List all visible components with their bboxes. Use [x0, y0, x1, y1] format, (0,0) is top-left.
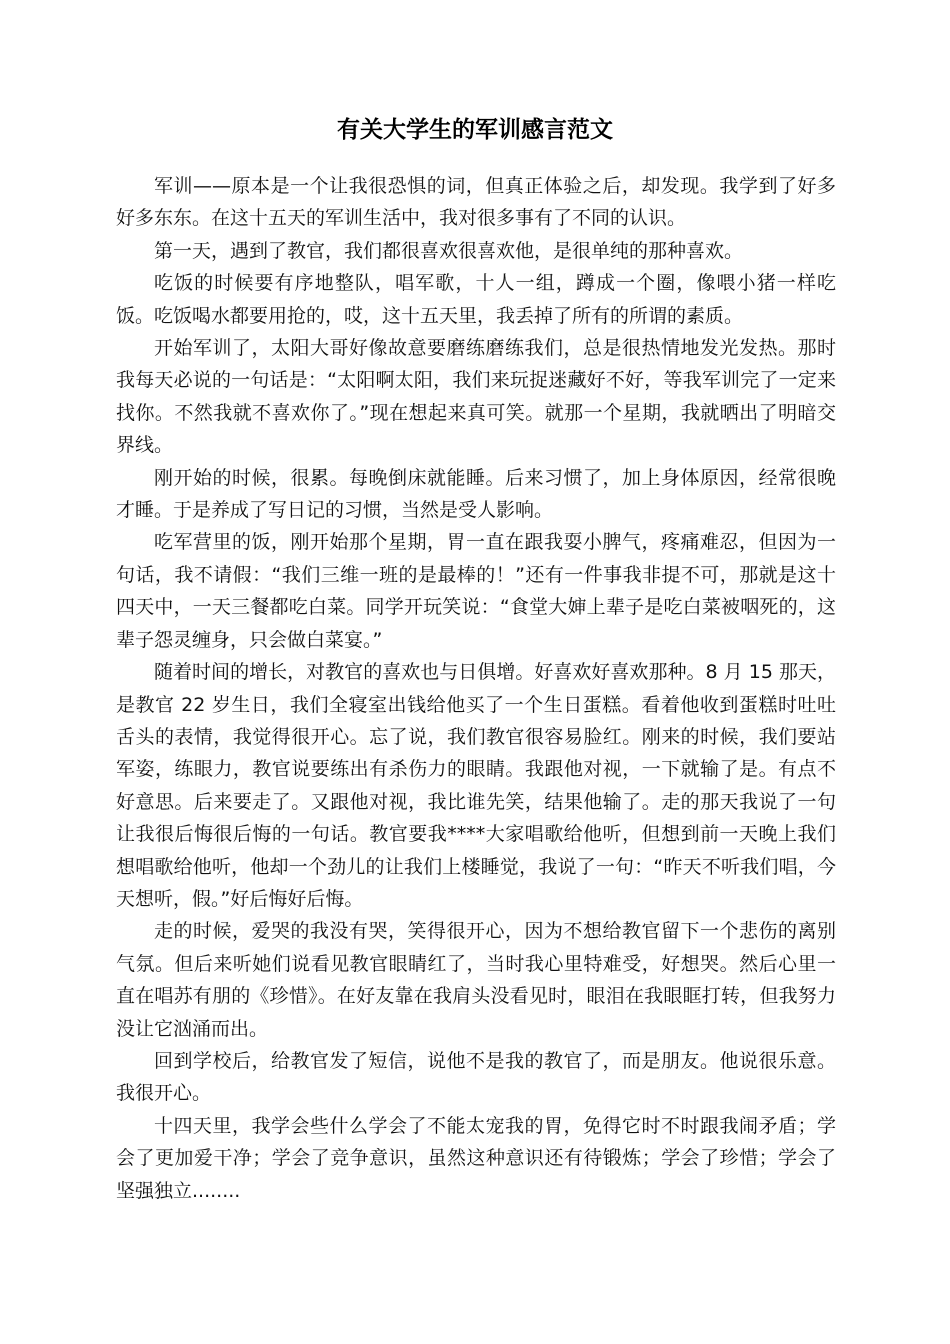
paragraph-8: 走的时候，爱哭的我没有哭，笑得很开心，因为不想给教官留下一个悲伤的离别气氛。但后来听她们说看见教官眼睛红了，当时我心里特难受，好想哭。然后心里一直在唱苏有朋的《珍惜》。在好友靠在我肩头没看见时，眼泪在我眼眶打转，但我努力没让它汹涌而出。: [116, 920, 836, 1040]
paragraph-5: 刚开始的时候，很累。每晚倒床就能睡。后来习惯了，加上身体原因，经常很晚才睡。于是养成了写日记的习惯，当然是受人影响。: [116, 466, 836, 522]
paragraph-7: 随着时间的增长，对教官的喜欢也与日俱增。好喜欢好喜欢那种。8 月 15 那天，是教官 22 岁生日，我们全寝室出钱给他买了一个生日蛋糕。看着他收到蛋糕时吐吐舌头的表情，我觉得很开心。忘了说，我们教官很容易脸红。刚来的时候，我们要站军姿，练眼力，教官说要练出有杀伤力的眼睛。我跟他对视，一下就输了是。有点不好意思。后来要走了。又跟他对视，我比谁先笑，结果他输了。走的那天我说了一句让我很后悔很后悔的一句话。教官要我****大家唱歌给他听，但想到前一天晚上我们想唱歌给他听，他却一个劲儿的让我们上楼睡觉，我说了一句：“昨天不听我们唱，今天想听，假。”好后悔好后悔。: [116, 661, 836, 910]
document-title: 有关大学生的军训感言范文: [337, 117, 613, 143]
paragraph-4: 开始军训了，太阳大哥好像故意要磨练磨练我们，总是很热情地发光发热。那时我每天必说的一句话是：“太阳啊太阳，我们来玩捉迷藏好不好，等我军训完了一定来找你。不然我就不喜欢你了。”现在想起来真可笑。就那一个星期，我就晒出了明暗交界线。: [116, 337, 836, 457]
paragraph-6: 吃军营里的饭，刚开始那个星期，胃一直在跟我耍小脾气，疼痛难忍，但因为一句话，我不请假：“我们三维一班的是最棒的！”还有一件事我非提不可，那就是这十四天中，一天三餐都吃白菜。同学开玩笑说：“食堂大婶上辈子是吃白菜被咽死的，这辈子怨灵缠身，只会做白菜宴。”: [116, 531, 836, 651]
paragraph-10: 十四天里，我学会些什么学会了不能太宠我的胃，免得它时不时跟我闹矛盾；学会了更加爱干净；学会了竞争意识，虽然这种意识还有待锻炼；学会了珍惜；学会了坚强独立........: [116, 1114, 836, 1202]
paragraph-1: 军训——原本是一个让我很恐惧的词，但真正体验之后，却发现。我学到了好多好多东东。在这十五天的军训生活中，我对很多事有了不同的认识。: [116, 175, 836, 230]
paragraph-2: 第一天，遇到了教官，我们都很喜欢很喜欢他，是很单纯的那种喜欢。: [154, 239, 744, 262]
document-body: [116, 170, 836, 1207]
paragraph-3: 吃饭的时候要有序地整队，唱军歌，十人一组，蹲成一个圈，像喂小猪一样吃饭。吃饭喝水都要用抢的，哎，这十五天里，我丢掉了所有的所谓的素质。: [116, 272, 836, 327]
paragraph-9: 回到学校后，给教官发了短信，说他不是我的教官了，而是朋友。他说很乐意。我很开心。: [116, 1049, 836, 1105]
